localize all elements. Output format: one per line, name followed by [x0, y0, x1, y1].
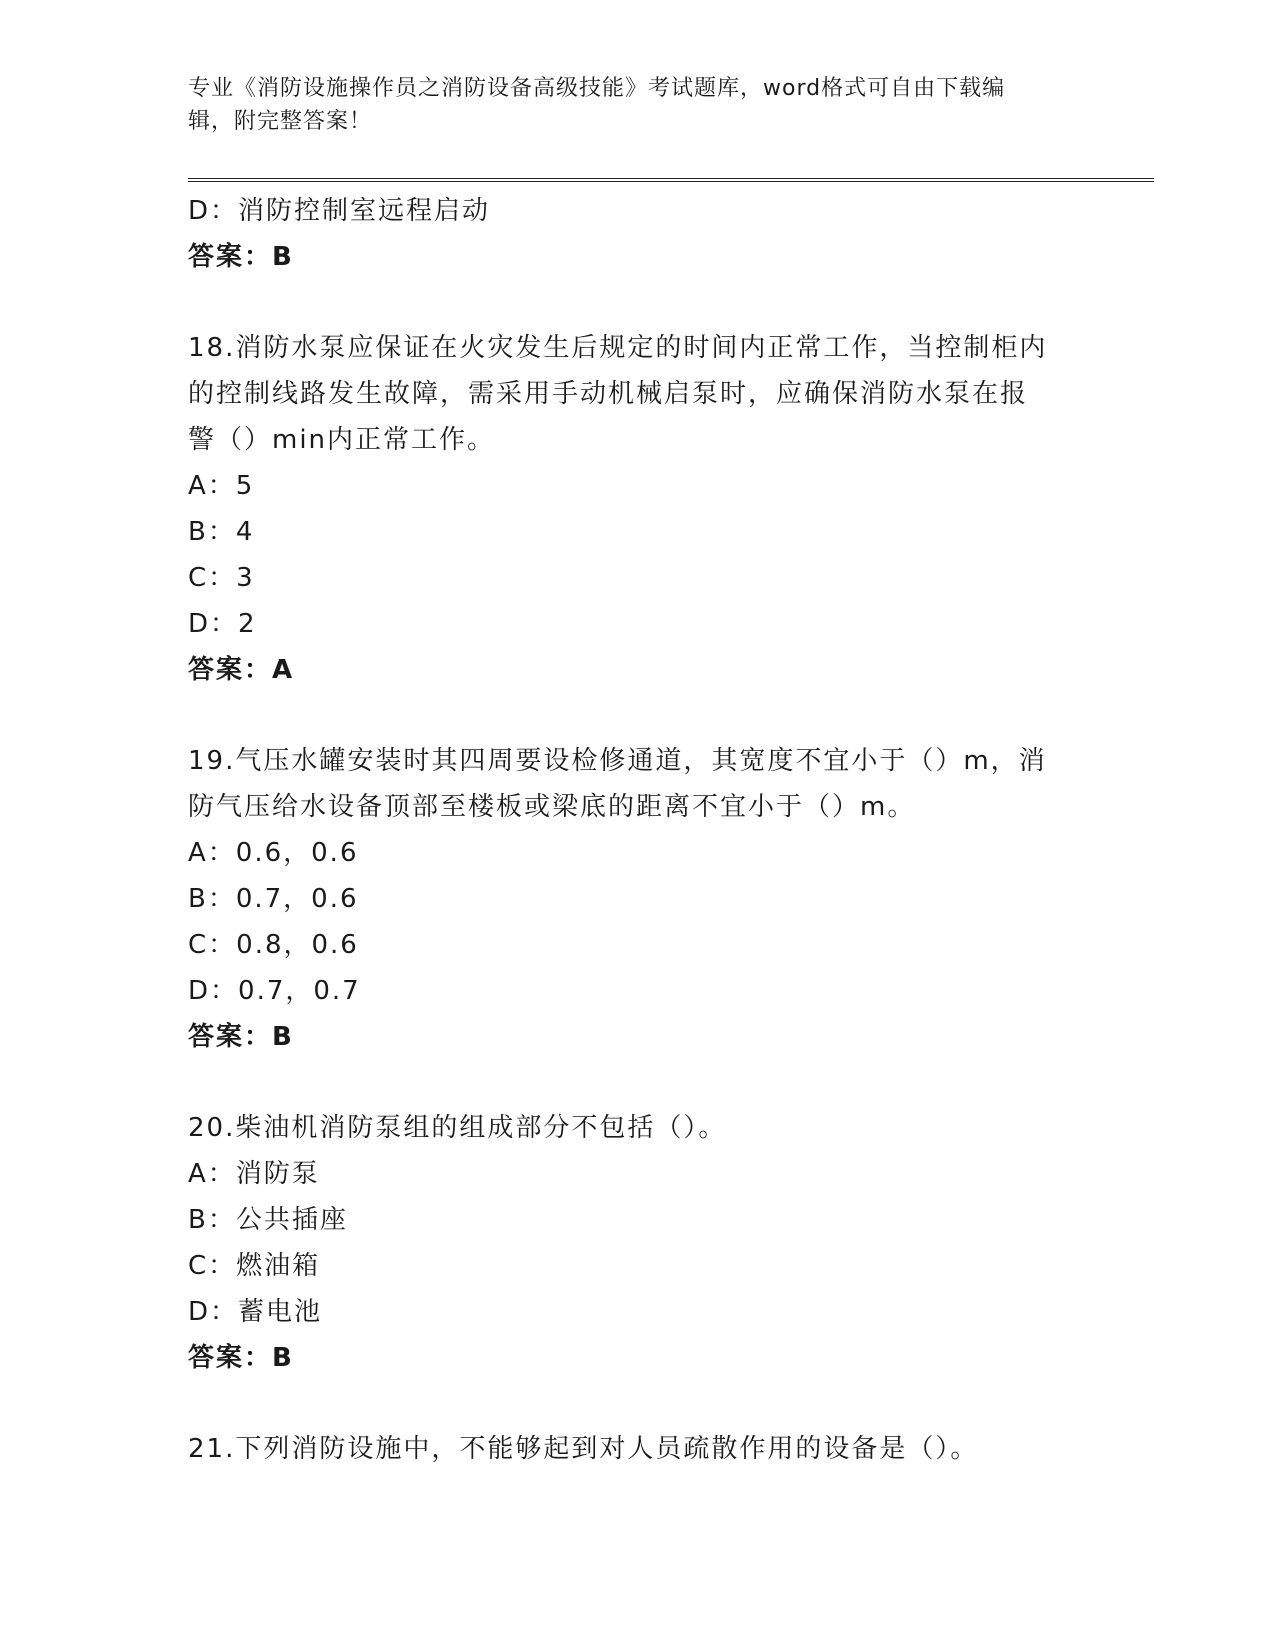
prev-option-d: D：消防控制室远程启动 [188, 196, 491, 226]
question-stem-line: 20.柴油机消防泵组的组成部分不包括（）。 [188, 1113, 727, 1143]
option-a: A：0.6，0.6 [188, 838, 359, 868]
option-a: A：5 [188, 471, 255, 501]
question-21 [188, 1426, 1088, 1472]
option-c: C：3 [188, 563, 255, 593]
answer: 答案：B [188, 1022, 294, 1052]
question-stem-line: 警（）min内正常工作。 [188, 425, 496, 455]
document-body [188, 188, 1088, 1472]
question-stem-line: 的控制线路发生故障，需采用手动机械启泵时，应确保消防水泵在报 [188, 379, 1029, 409]
page-header [188, 72, 1068, 138]
question-19 [188, 738, 1088, 1060]
question-stem-line: 18.消防水泵应保证在火灾发生后规定的时间内正常工作，当控制柜内 [188, 333, 1048, 363]
spacer [188, 1060, 1088, 1105]
question-20 [188, 1105, 1088, 1381]
option-d: D：蓄电池 [188, 1297, 323, 1327]
option-c: C：0.8，0.6 [188, 930, 359, 960]
spacer [188, 1381, 1088, 1426]
spacer [188, 693, 1088, 738]
option-b: B：公共插座 [188, 1205, 348, 1235]
option-b: B：4 [188, 517, 255, 547]
answer: 答案：A [188, 655, 295, 685]
header-line-1: 专业《消防设施操作员之消防设备高级技能》考试题库，word格式可自由下载编 [188, 76, 1006, 101]
option-d: D：2 [188, 609, 257, 639]
question-stem-line: 19.气压水罐安装时其四周要设检修通道，其宽度不宜小于（）m，消 [188, 746, 1047, 776]
answer: 答案：B [188, 1343, 294, 1373]
prev-answer: 答案：B [188, 242, 294, 272]
header-double-rule [188, 178, 1154, 182]
question-stem-line: 21.下列消防设施中，不能够起到对人员疏散作用的设备是（）。 [188, 1434, 979, 1464]
header-line-2: 辑，附完整答案！ [188, 109, 373, 134]
option-a: A：消防泵 [188, 1159, 320, 1189]
question-stem-line: 防气压给水设备顶部至楼板或梁底的距离不宜小于（）m。 [188, 792, 916, 822]
option-c: C：燃油箱 [188, 1251, 321, 1281]
option-d: D：0.7，0.7 [188, 976, 361, 1006]
option-b: B：0.7，0.6 [188, 884, 359, 914]
question-18 [188, 325, 1088, 693]
spacer [188, 280, 1088, 325]
